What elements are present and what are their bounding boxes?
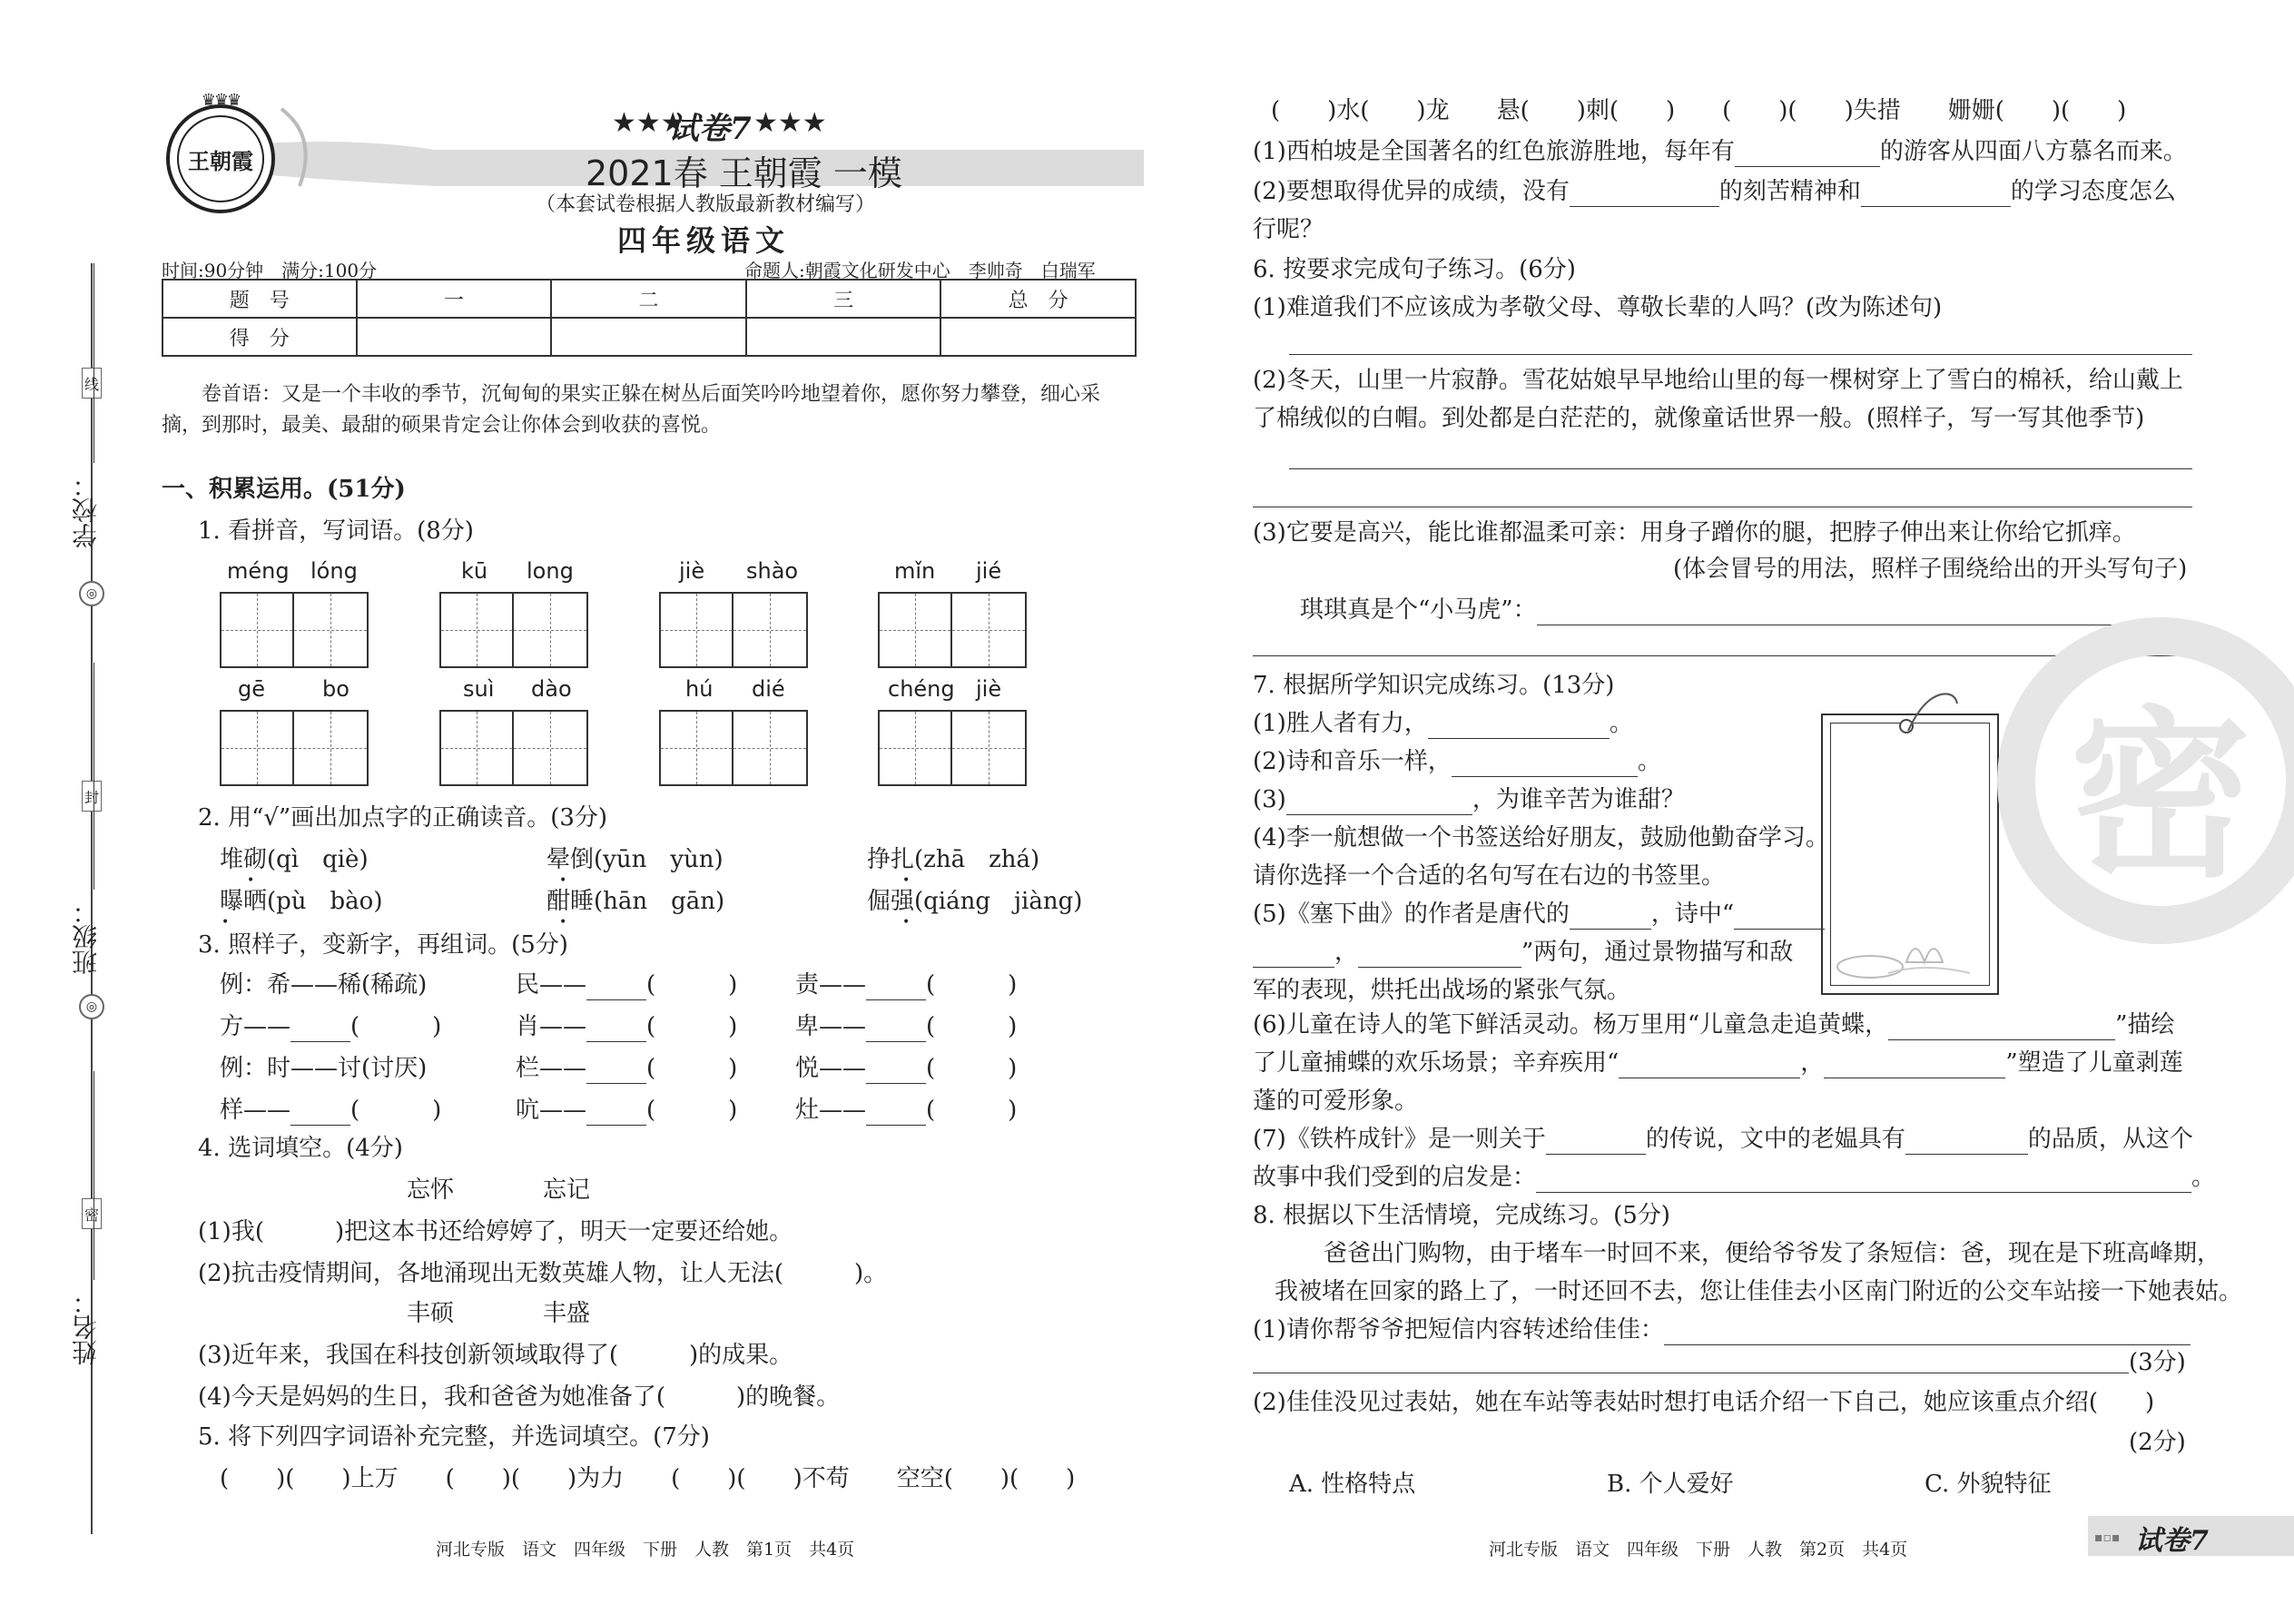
char-blank[interactable] [586, 977, 646, 1000]
exam-title: 2021春 王朝霞 一模 [586, 153, 902, 193]
word-blank[interactable] [359, 1102, 432, 1126]
score-input[interactable] [551, 318, 746, 356]
char-item: 民—— ( ) [516, 971, 738, 999]
idiom-row[interactable]: ( )( )上万 ( )( )为力 ( )( )不苟 空空( )( ) [220, 1465, 1076, 1492]
binding-mark-mi: 密 [82, 1198, 102, 1229]
footer-squares-icon: ▪▫▪ [2094, 1530, 2121, 1545]
char-item: 灶—— ( ) [795, 1097, 1018, 1124]
question-title: 8. 根据以下生活情境，完成练习。(5分) [1253, 1202, 1670, 1229]
score-table-cell: 总 分 [940, 280, 1136, 318]
word-choice: 丰硕 [407, 1300, 455, 1327]
question-title: 3. 照样子，变新字，再组词。(5分) [198, 931, 568, 959]
word-blank[interactable] [655, 977, 728, 1000]
score-table-header-row [162, 280, 1136, 318]
pinyin-label: suì [463, 676, 495, 702]
char-item: 方—— ( ) [220, 1013, 442, 1040]
char-blank[interactable] [290, 1102, 350, 1126]
write-box[interactable] [878, 710, 1027, 786]
char-blank[interactable] [586, 1102, 646, 1126]
score-table [162, 279, 1137, 357]
question-title: 5. 将下列四字词语补充完整，并选词填空。(7分) [198, 1423, 710, 1451]
exam-subtitle: （本套试卷根据人教版最新教材编写） [536, 193, 876, 216]
fill-sentence[interactable]: (4)今天是妈妈的生日，我和爸爸为她准备了( )的晚餐。 [198, 1383, 841, 1411]
reading-choice[interactable]: 曝晒(pù bào) [220, 888, 383, 915]
write-box[interactable] [659, 710, 808, 786]
char-item: 栏—— ( ) [516, 1055, 738, 1082]
task-sentence: 琪琪真是个“小马虎”： [1300, 595, 2200, 625]
question-title: 2. 用“√”画出加点字的正确读音。(3分) [198, 804, 608, 832]
footer-tag-label: 试卷7 [2135, 1525, 2209, 1557]
idiom-blank[interactable] [1861, 183, 2011, 207]
fill-sentence[interactable]: (2)抗击疫情期间，各地涌现出无数英雄人物，让人无法( )。 [198, 1260, 888, 1287]
poem-blank[interactable] [1888, 1017, 2115, 1040]
recite-item: (6)儿童在诗人的笔下鲜活灵动。杨万里用“儿童急走追黄蝶， ”描绘 [1253, 1011, 2175, 1038]
situation-text: 我被堵在回家的路上了，一时还回不去，您让佳佳去小区南门附近的公交车站接一下她表姑。 [1275, 1278, 2243, 1305]
fill-sentence: 行呢？ [1253, 216, 1324, 243]
recite-item: 了儿童捕蝶的欢乐场景；辛弃疾用“ ， ”塑造了儿童剥莲 [1253, 1049, 2183, 1077]
score-table-cell: 三 [746, 280, 941, 318]
char-item: 卑—— ( ) [795, 1013, 1018, 1040]
answer-blank[interactable] [1536, 1169, 2191, 1193]
task-sentence: (3)它要是高兴，能比谁都温柔可亲：用身子蹭你的腿，把脖子伸出来让你给它抓痒。 [1253, 519, 2136, 546]
fill-sentence: (2)要想取得优异的成绩，没有 的刻苦精神和 的学习态度怎么 [1253, 178, 2176, 205]
char-blank[interactable] [866, 1060, 926, 1084]
write-box[interactable] [659, 592, 808, 668]
emphasis-dot-icon: • [559, 915, 567, 930]
page-footer-left: 河北专版 语文 四年级 下册 人教 第1页 共4页 [436, 1540, 855, 1560]
binding-mark-feng: 封 [82, 781, 102, 812]
task-sentence: 军的表现，烘托出战场的紧张气氛。 [1253, 977, 1631, 1004]
authors-info: 命题人:朝霞文化研发中心 李帅奇 白瑞军 [744, 260, 1096, 281]
situation-text: 爸爸出门购物，由于堵车一时回不来，便给爷爷发了条短信：爸，现在是下班高峰期， [1324, 1240, 2221, 1267]
task-sentence: 蓬的可爱形象。 [1253, 1088, 1419, 1115]
recite-item: ， ”两句，通过景物描写和敌 [1253, 937, 1793, 968]
lotus-icon [1834, 917, 1988, 982]
pinyin-label: jiè [679, 558, 705, 584]
pinyin-label: chéng [888, 676, 955, 702]
word-blank[interactable] [655, 1102, 728, 1126]
intro-line: 卷首语：又是一个丰收的季节，沉甸甸的果实正躲在树丛后面笑吟吟地望着你，愿你努力攀登，细心采 [202, 383, 1101, 406]
score-table-cell: 题 号 [162, 280, 357, 318]
binding-circle-icon: ◎ [79, 581, 104, 606]
idiom-blank[interactable] [1735, 143, 1880, 167]
char-blank[interactable] [866, 1102, 926, 1126]
mi-watermark-icon: 密 [1997, 617, 2294, 944]
pinyin-label: dào [531, 676, 572, 702]
stars-left-icon: ★★★ [612, 107, 685, 139]
word-blank[interactable] [359, 1019, 432, 1042]
option-c[interactable]: C. 外貌特征 [1925, 1471, 2052, 1498]
score-note: (2分) [2129, 1429, 2186, 1456]
poem-blank[interactable] [1619, 1055, 1800, 1078]
subject-title: 四年级语文 [617, 223, 791, 258]
reading-choice[interactable]: 晕倒(yūn yùn) [546, 846, 724, 873]
task-sentence: (1)请你帮爷爷把短信内容转述给佳佳： [1253, 1314, 2191, 1345]
score-input[interactable] [746, 318, 941, 356]
score-input[interactable] [357, 318, 552, 356]
pinyin-label: mǐn [894, 558, 936, 584]
reading-choice[interactable]: 堆砌(qì qiè) [220, 846, 369, 873]
page-footer-right: 河北专版 语文 四年级 下册 人教 第2页 共4页 [1489, 1540, 1908, 1560]
task-sentence: (1)难道我们不应该成为孝敬父母、尊敬长辈的人吗？(改为陈述句) [1253, 294, 1943, 321]
emphasis-dot-icon: • [902, 915, 911, 930]
poem-blank[interactable] [1358, 944, 1521, 968]
pinyin-label: kū [461, 558, 488, 584]
pinyin-label: jié [976, 558, 1002, 584]
poem-blank[interactable] [1824, 1055, 2005, 1078]
pinyin-label: lóng [310, 558, 358, 584]
answer-blank[interactable] [1664, 1322, 2191, 1345]
answer-blank[interactable] [1546, 1131, 1646, 1155]
task-sentence: 了棉绒似的白帽。到处都是白茫茫的，就像童话世界一般。(照样子，写一写其他季节) [1253, 405, 2145, 432]
char-item: 肖—— ( ) [516, 1013, 738, 1040]
recite-item: (2)诗和音乐一样， 。 [1253, 748, 1661, 775]
char-blank[interactable] [290, 1019, 350, 1042]
idiom-blank[interactable] [1570, 183, 1719, 207]
score-table-cell: 一 [357, 280, 552, 318]
poem-blank[interactable] [1734, 906, 1825, 930]
word-blank[interactable] [935, 1019, 1008, 1042]
word-choice: 丰盛 [543, 1300, 591, 1327]
score-table-score-row [162, 318, 1136, 356]
pinyin-label: bo [322, 676, 350, 702]
pinyin-label: shào [746, 558, 799, 584]
recite-item: 故事中我们受到的启发是： 。 [1253, 1164, 2216, 1191]
logo-icon: 王朝霞 [166, 104, 275, 213]
char-blank[interactable] [866, 977, 926, 1000]
idiom-row[interactable]: ( )水( )龙 悬( )刺( ) ( )( )失措 姗姗( )( ) [1271, 97, 2127, 124]
char-blank[interactable] [586, 1019, 646, 1042]
char-item: 吭—— ( ) [516, 1097, 738, 1124]
word-blank[interactable] [935, 977, 1008, 1000]
task-sentence: (2)佳佳没见过表姑，她在车站等表姑时想打电话介绍一下自己，她应该重点介绍( ) [1253, 1389, 2155, 1416]
score-note: (3分) [2129, 1349, 2186, 1376]
fill-sentence[interactable]: (3)近年来，我国在科技创新领域取得了( )的成果。 [198, 1342, 793, 1369]
score-table-cell: 得 分 [162, 318, 357, 356]
char-example: 例：时——讨(讨厌) [220, 1055, 428, 1082]
emphasis-dot-icon: • [222, 915, 230, 930]
question-title: 1. 看拼音，写词语。(8分) [198, 517, 474, 545]
char-blank[interactable] [866, 1019, 926, 1042]
word-choice: 忘记 [543, 1176, 591, 1204]
pinyin-label: long [527, 558, 574, 584]
poem-blank[interactable] [1286, 792, 1472, 815]
bookmark-string-icon [1905, 690, 1959, 735]
recite-item: (3) ，为谁辛苦为谁甜？ [1253, 786, 1685, 813]
pinyin-label: gē [238, 676, 265, 702]
answer-blank[interactable] [1905, 1131, 2028, 1155]
char-blank[interactable] [586, 1060, 646, 1084]
pinyin-label: jiè [976, 676, 1002, 702]
write-box[interactable] [220, 592, 369, 668]
recite-item: (7)《铁杵成针》是一则关于 的传说，文中的老媪具有 的品质，从这个 [1253, 1126, 2193, 1153]
recite-item: (5)《塞下曲》的作者是唐代的 ，诗中“ [1253, 899, 1825, 930]
pinyin-label: dié [752, 676, 785, 702]
word-blank[interactable] [935, 1102, 1008, 1126]
emphasis-dot-icon: • [902, 873, 911, 888]
word-choice: 忘怀 [407, 1176, 455, 1204]
recite-item: (1)胜人者有力， 。 [1253, 710, 1633, 737]
class-label: 班级： [71, 899, 101, 975]
intro-line: 摘，到那时，最美、最甜的硕果肯定会让你体会到收获的喜悦。 [162, 414, 722, 437]
option-b[interactable]: B. 个人爱好 [1607, 1471, 1734, 1498]
write-box[interactable] [220, 710, 369, 786]
question-title: 4. 选词填空。(4分) [198, 1135, 403, 1162]
time-score-info: 时间:90分钟 满分:100分 [162, 260, 378, 281]
poem-blank[interactable] [1253, 944, 1334, 968]
emphasis-dot-icon: • [247, 873, 255, 888]
task-sentence: (2)冬天，山里一片寂静。雪花姑娘早早地给山里的每一棵树穿上了雪白的棉袄，给山戴上 [1253, 367, 2183, 394]
series-label: 试卷7 [668, 111, 752, 147]
crown-icon: ♛♛♛ [201, 91, 241, 110]
poem-blank[interactable] [1428, 715, 1610, 739]
reading-choice[interactable]: 酣睡(hān gān) [546, 888, 725, 915]
option-a[interactable]: A. 性格特点 [1289, 1471, 1416, 1498]
fill-sentence[interactable]: (1)我( )把这本书还给婷婷了，明天一定要还给她。 [198, 1218, 793, 1245]
question-title: 6. 按要求完成句子练习。(6分) [1253, 256, 1576, 283]
question-title: 7. 根据所学知识完成练习。(13分) [1253, 672, 1615, 699]
school-label: 学校： [71, 472, 101, 548]
score-input[interactable] [940, 318, 1136, 356]
pinyin-label: hú [685, 676, 714, 702]
char-item: 责—— ( ) [795, 971, 1018, 999]
answer-line[interactable] [1253, 655, 2192, 656]
score-table-cell: 二 [551, 280, 746, 318]
word-blank[interactable] [935, 1060, 1008, 1084]
stars-right-icon: ★★★ [753, 107, 827, 139]
reading-choice[interactable]: 挣扎(zhā zhá) [867, 846, 1040, 873]
char-example: 例：希——稀(稀疏) [220, 971, 428, 999]
word-blank[interactable] [655, 1060, 728, 1084]
word-blank[interactable] [655, 1019, 728, 1042]
answer-line[interactable] [1289, 468, 2192, 469]
binding-circle-icon: ◎ [79, 994, 104, 1019]
pinyin-label: méng [227, 558, 290, 584]
char-item: 样—— ( ) [220, 1097, 442, 1124]
write-box[interactable] [439, 710, 588, 786]
emphasis-dot-icon: • [559, 873, 567, 888]
reading-choice[interactable]: 倔强(qiáng jiàng) [867, 888, 1083, 915]
author-blank[interactable] [1570, 906, 1651, 930]
task-sentence: 请你选择一个合适的名句写在右边的书签里。 [1253, 862, 1726, 890]
char-item: 悦—— ( ) [795, 1055, 1018, 1082]
task-sentence: (4)李一航想做一个书签送给好朋友，鼓励他勤奋学习。 [1253, 824, 1829, 851]
name-label: 姓名： [71, 1289, 101, 1365]
task-instruction: (体会冒号的用法，照样子围绕给出的开头写句子) [1673, 556, 2188, 583]
binding-mark-xian: 线 [82, 368, 102, 399]
answer-line[interactable] [1289, 354, 2192, 355]
write-box[interactable] [439, 592, 588, 668]
fill-sentence: (1)西柏坡是全国著名的红色旅游胜地，每年有 的游客从四面八方慕名而来。 [1253, 138, 2187, 165]
answer-blank[interactable] [1537, 602, 2200, 625]
write-box[interactable] [878, 592, 1027, 668]
poem-blank[interactable] [1452, 753, 1638, 777]
section-title: 一、积累运用。(51分) [162, 476, 406, 503]
